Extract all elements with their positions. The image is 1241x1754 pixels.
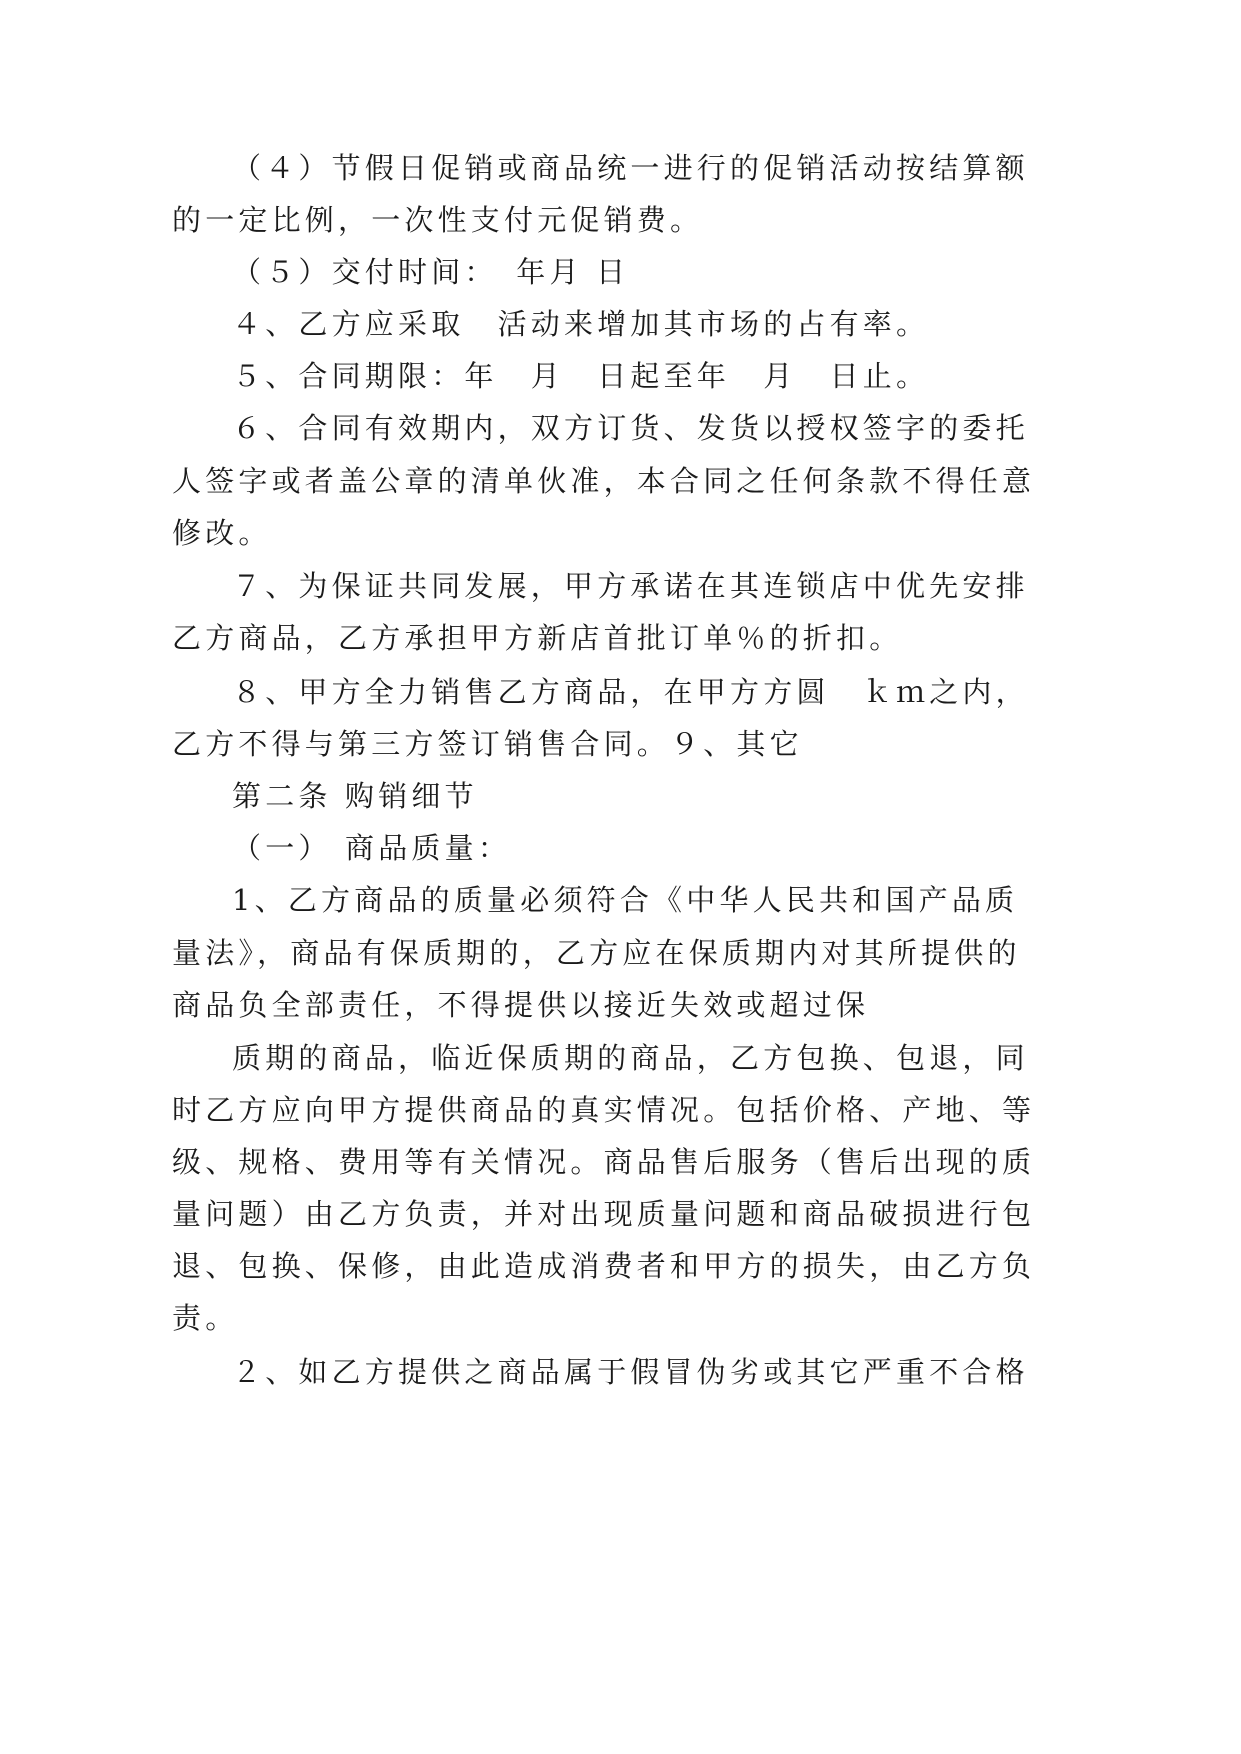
text-line: 乙方不得与第三方签订销售合同。９、其它 [172,727,803,761]
text-line: ５、合同期限：年 月 日起至年 月 日止。 [232,359,930,393]
text-line: ４、乙方应采取 活动来增加其市场的占有率。 [232,307,930,341]
text-line: 责。 [172,1301,239,1335]
text-line: 级、规格、费用等有关情况。商品售后服务（售后出现的质 [172,1145,1036,1179]
text-line: ８、甲方全力销售乙方商品，在甲方方圆 ｋｍ之内， [232,675,1029,709]
text-line: 乙方商品，乙方承担甲方新店首批订单％的折扣。 [172,621,903,655]
text-line: 时乙方应向甲方提供商品的真实情况。包括价格、产地、等 [172,1093,1036,1127]
text-line: 量法》，商品有保质期的，乙方应在保质期内对其所提供的 [172,936,1021,970]
text-line: 退、包换、保修，由此造成消费者和甲方的损失，由乙方负 [172,1249,1036,1283]
text-line: ２、如乙方提供之商品属于假冒伪劣或其它严重不合格 [232,1355,1029,1389]
text-line: 质期的商品，临近保质期的商品，乙方包换、包退，同 [232,1041,1029,1075]
text-line: ７、为保证共同发展，甲方承诺在其连锁店中优先安排 [232,569,1029,603]
text-line: 1、乙方商品的质量必须符合《中华人民共和国产品质 [232,883,1019,917]
text-line: （５）交付时间： 年月 日 [232,255,630,289]
text-line: ６、合同有效期内，双方订货、发货以授权签字的委托 [232,411,1029,445]
text-line: 修改。 [172,516,272,550]
subsection-heading: （一） 商品质量： [232,831,512,865]
text-line: 量问题）由乙方负责，并对出现质量问题和商品破损进行包 [172,1197,1036,1231]
text-line: 的一定比例，一次性支付元促销费。 [172,203,704,237]
section-heading: 第二条 购销细节 [232,779,478,813]
text-line: （４）节假日促销或商品统一进行的促销活动按结算额 [232,151,1029,185]
text-line: 商品负全部责任，不得提供以接近失效或超过保 [172,988,870,1022]
text-line: 人签字或者盖公章的清单伙准，本合同之任何条款不得任意 [172,464,1036,498]
